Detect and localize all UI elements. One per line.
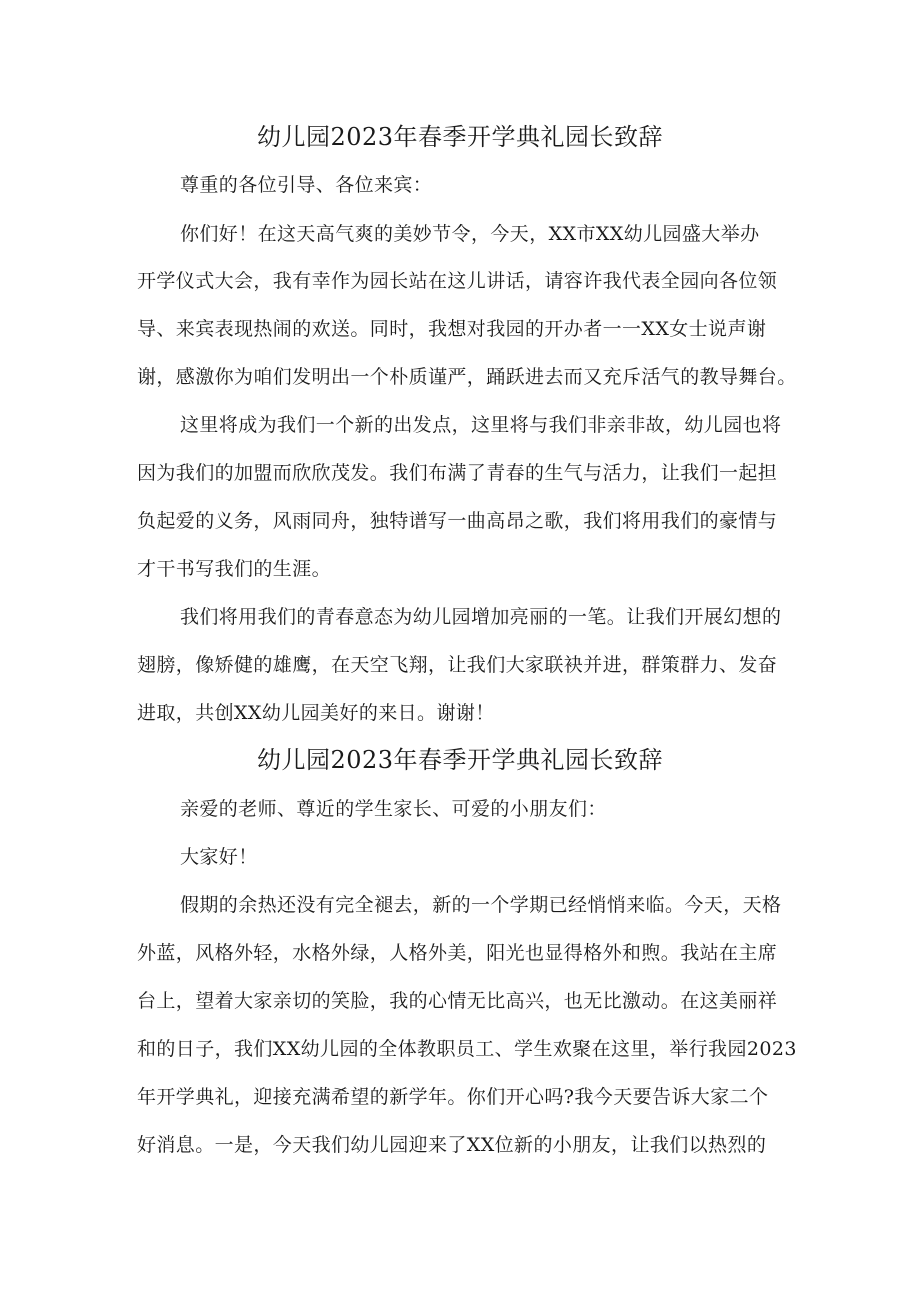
paragraph-line: 台上，望着大家亲切的笑脸，我的心情无比高兴，也无比激动。在这美丽祥 <box>137 990 778 1012</box>
paragraph-line: 假期的余热还没有完全褪去，新的一个学期已经悄悄来临。今天，天格 <box>180 894 782 916</box>
paragraph-line: 和的日子，我们XX幼儿园的全体教职员工、学生欢聚在这里，举行我园2023 <box>137 1038 797 1060</box>
paragraph-line: 我们将用我们的青春意态为幼儿园增加亮丽的一笔。让我们开展幻想的 <box>180 606 782 628</box>
greeting-line: 大家好！ <box>180 846 258 868</box>
paragraph-line: 开学仪式大会，我有幸作为园长站在这儿讲话，请容许我代表全园向各位领 <box>137 270 778 292</box>
document-title: 幼儿园2023年春季开学典礼园长致辞 <box>256 123 664 151</box>
paragraph-line: 负起爱的义务，风雨同舟，独特谱写一曲高昂之歌，我们将用我们的豪情与 <box>137 510 778 532</box>
paragraph-line: 好消息。一是，今天我们幼儿园迎来了XX位新的小朋友，让我们以热烈的 <box>137 1134 767 1156</box>
salutation: 亲爱的老师、尊近的学生家长、可爱的小朋友们： <box>180 798 607 820</box>
paragraph-line: 你们好！在这天高气爽的美妙节令，今天，XX市XX幼儿园盛大举办 <box>180 223 760 245</box>
paragraph-line: 谢，感激你为咱们发明出一个朴质谨严，踊跃进去而又充斥活气的教导舞台。 <box>137 366 797 388</box>
paragraph-line: 进取，共创XX幼儿园美好的来日。谢谢！ <box>137 702 495 724</box>
document-title: 幼儿园2023年春季开学典礼园长致辞 <box>256 746 664 774</box>
salutation: 尊重的各位引导、各位来宾： <box>180 174 433 196</box>
paragraph-line: 这里将成为我们一个新的出发点，这里将与我们非亲非故，幼儿园也将 <box>180 414 782 436</box>
paragraph-line: 导、来宾表现热闹的欢送。同时，我想对我园的开办者一一XX女士说声谢 <box>137 318 767 340</box>
paragraph-line: 翅膀，像矫健的雄鹰，在天空飞翔，让我们大家联袂并进，群策群力、发奋 <box>137 654 778 676</box>
paragraph-line: 外蓝，风格外轻，水格外绿，人格外美，阳光也显得格外和煦。我站在主席 <box>137 942 778 964</box>
paragraph-line: 才干书写我们的生涯。 <box>137 558 332 580</box>
paragraph-line: 因为我们的加盟而欣欣茂发。我们布满了青春的生气与活力，让我们一起担 <box>137 462 778 484</box>
paragraph-line: 年开学典礼，迎接充满希望的新学年。你们开心吗?我今天要告诉大家二个 <box>137 1086 769 1108</box>
